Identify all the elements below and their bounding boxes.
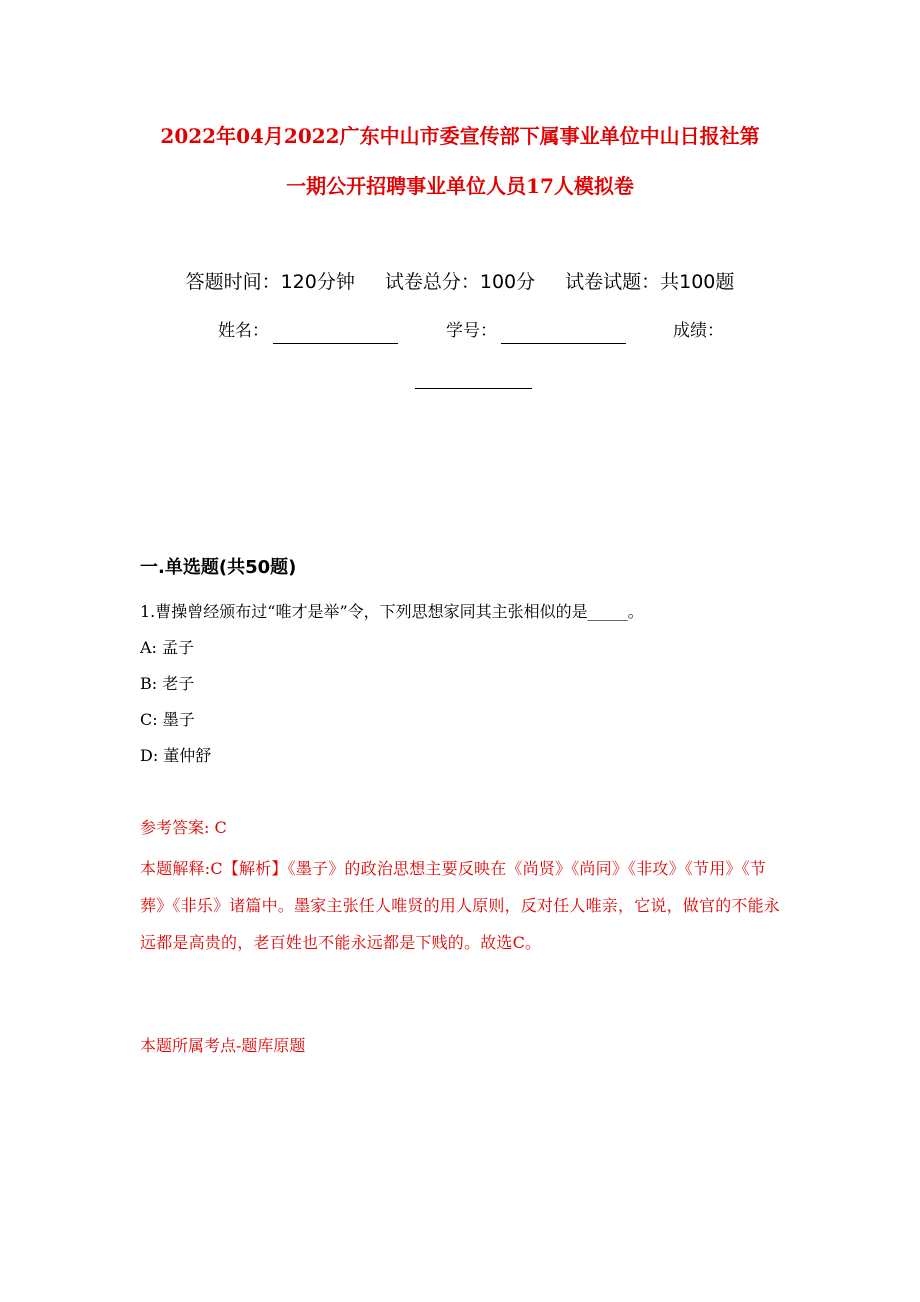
name-blank	[273, 323, 398, 344]
option-b: B: 老子	[140, 674, 195, 693]
question-topic: 本题所属考点-题库原题	[140, 1036, 306, 1055]
reference-answer: 参考答案: C	[140, 818, 227, 837]
score-field	[673, 318, 724, 344]
exam-title-line-2: 一期公开招聘事业单位人员17人模拟卷	[286, 174, 634, 198]
student-id-blank	[501, 323, 626, 344]
score-label: 成绩：	[673, 321, 724, 341]
name-field	[218, 318, 398, 344]
question-count: 试卷试题：共100题	[565, 271, 735, 293]
total-score: 试卷总分：100分	[384, 271, 536, 293]
option-c: C: 墨子	[140, 710, 195, 729]
student-id-label: 学号：	[446, 321, 497, 341]
question-text: 1.曹操曾经颁布过“唯才是举”令，下列思想家同其主张相似的是_____。	[140, 602, 644, 621]
exam-title-line-1: 2022年04月2022广东中山市委宣传部下属事业单位中山日报社第	[160, 124, 760, 148]
exam-meta-line	[0, 268, 920, 296]
answer-explanation: 本题解释:C【解析】《墨子》的政治思想主要反映在《尚贤》《尚同》《非攻》《节用》《节葬》《非乐》诸篇中。墨家主张任人唯贤的用人原则，反对任人唯亲，它说，做官的不能永远都是高贵的，老百姓也不能永远都是下贱的。故选C。	[140, 859, 781, 952]
option-a: A: 孟子	[140, 638, 195, 657]
option-d: D: 董仲舒	[140, 746, 212, 765]
score-blank	[415, 388, 532, 389]
section-heading: 一.单选题(共50题)	[140, 557, 297, 578]
name-label: 姓名：	[218, 321, 269, 341]
student-id-field	[446, 318, 626, 344]
exam-time: 答题时间：120分钟	[185, 271, 355, 293]
